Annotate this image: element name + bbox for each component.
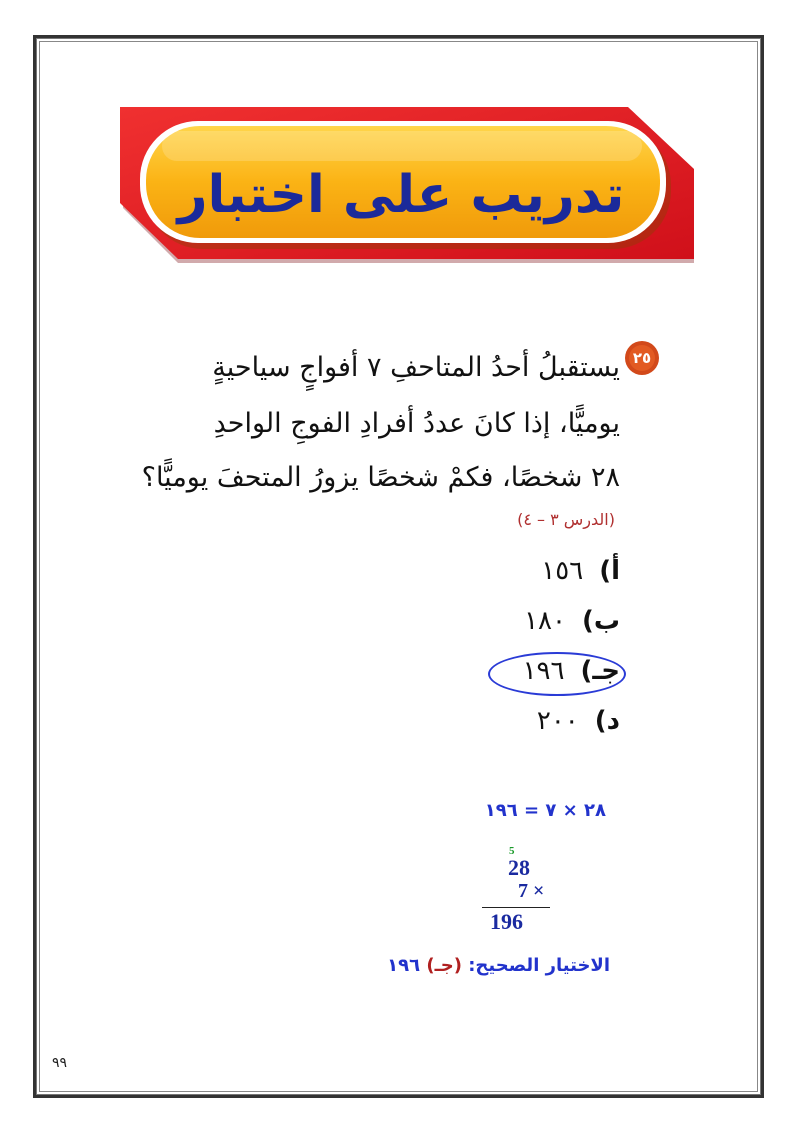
answer-prefix: الاختيار الصحيح: bbox=[468, 955, 610, 976]
question-line-3: ٢٨ شخصًا، فكمْ شخصًا يزورُ المتحفَ يوميًّا؟ bbox=[141, 462, 620, 493]
multiplicand: 28 bbox=[508, 855, 530, 880]
option-label: جـ) bbox=[580, 656, 620, 686]
answer-letter: (جـ) bbox=[426, 955, 462, 976]
correct-answer bbox=[387, 955, 610, 976]
question-number: ٢٥ bbox=[632, 349, 652, 367]
solution-equation: ٢٨ × ٧ = ١٩٦ bbox=[484, 800, 606, 821]
option-label: ب) bbox=[581, 606, 620, 636]
answer-value: ١٩٦ bbox=[387, 955, 421, 976]
vertical-multiplication bbox=[480, 845, 560, 935]
page-number: ٩٩ bbox=[52, 1055, 68, 1071]
option-value: ١٥٦ bbox=[541, 556, 584, 586]
product: 196 bbox=[490, 909, 523, 934]
option-b[interactable] bbox=[524, 606, 620, 636]
option-value: ١٨٠ bbox=[524, 606, 566, 636]
option-value: ٢٠٠ bbox=[536, 706, 579, 736]
carry-digit: 5 bbox=[509, 845, 515, 857]
result-divider bbox=[482, 907, 550, 908]
question-line-1: يستقبلُ أحدُ المتاحفِ ٧ أفواجٍ سياحيةٍ bbox=[212, 352, 620, 383]
option-a[interactable] bbox=[541, 556, 620, 586]
option-label: أ) bbox=[599, 556, 620, 586]
question-line-2: يوميًّا، إذا كانَ عددُ أفرادِ الفوجِ الواحدِ bbox=[213, 408, 620, 439]
selected-answer-circle bbox=[488, 652, 626, 696]
page-title: تدريب على اختبار bbox=[177, 165, 625, 225]
option-value: ١٩٦ bbox=[522, 656, 565, 686]
option-label: د) bbox=[594, 706, 620, 736]
option-d[interactable] bbox=[537, 706, 620, 736]
multiplier: 7 × bbox=[518, 880, 545, 902]
lesson-reference: (الدرس ٣ – ٤) bbox=[517, 510, 615, 529]
